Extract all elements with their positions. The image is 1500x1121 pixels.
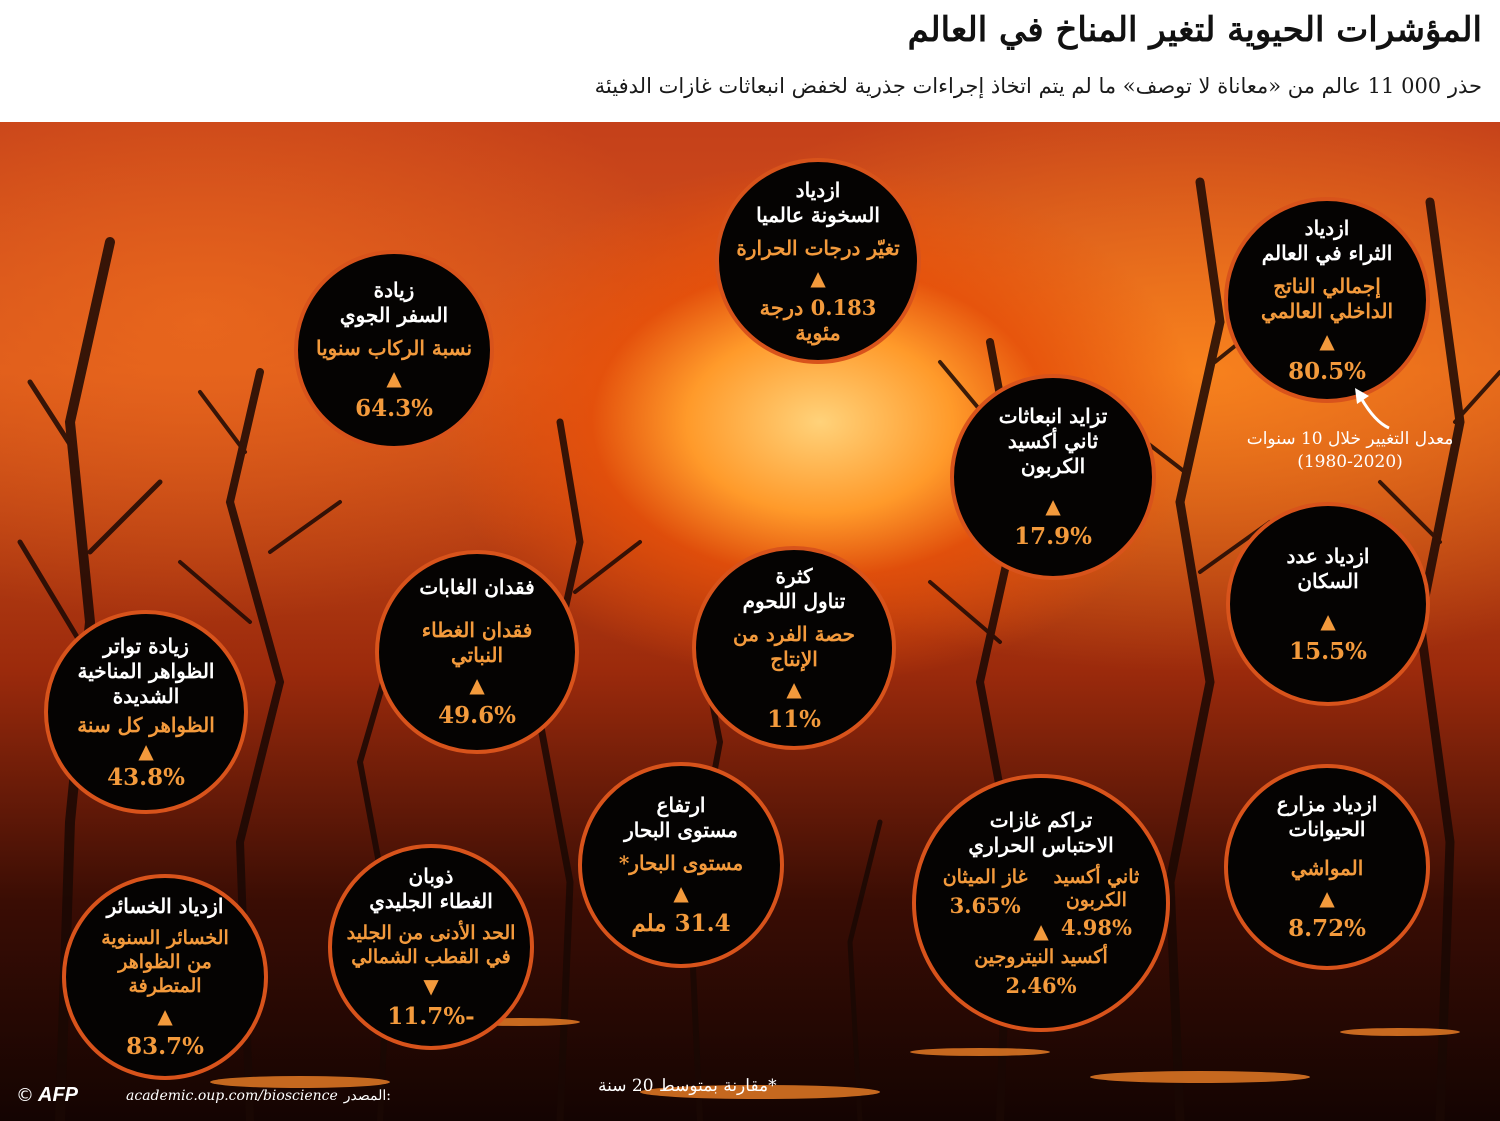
gas-label: ثاني أكسيد الكربون: [1053, 865, 1140, 911]
indicator-title: ازدياد عدد السكان: [1286, 543, 1370, 593]
indicator-metric: الحد الأدنى من الجليد في القطب الشمالي: [346, 921, 516, 968]
gas-label: أكسيد النيتروجين: [974, 946, 1108, 969]
indicator-value: 0.183 درجة مئوية: [759, 294, 877, 345]
indicator-title: ازدياد الثراء في العالم: [1261, 215, 1393, 265]
indicator-title: ذوبان الغطاء الجليدي: [369, 863, 493, 913]
up-arrow-icon: ▲: [1320, 608, 1336, 633]
indicator-value: -11.7%: [387, 1003, 475, 1031]
gas-value: 3.65%: [949, 892, 1021, 918]
source-credit: [126, 1088, 391, 1104]
indicator-title: ازدياد السخونة عالميا: [756, 177, 880, 227]
up-arrow-icon: ▲: [786, 676, 802, 701]
copyright-icon: ©: [16, 1085, 34, 1106]
page-subtitle: حذر 000 11 عالم من «معاناة لا توصف» ما لم يتم اتخاذ إجراءات جذرية لخفض انبعاثات غازات الدفيئة: [594, 74, 1482, 98]
gas-value: 2.46%: [1005, 973, 1077, 999]
indicator-metric: نسبة الركاب سنويا: [316, 336, 473, 360]
indicator-title: تراكم غازات الاحتباس الحراري: [968, 807, 1114, 857]
indicator-co2-emissions: [950, 374, 1156, 580]
gas-label: غاز الميثان: [942, 865, 1028, 888]
indicator-livestock: [1224, 764, 1430, 970]
up-arrow-icon: ▲: [810, 265, 826, 290]
up-arrow-icon: ▲: [673, 881, 689, 905]
indicator-metric: الظواهر كل سنة: [77, 712, 215, 737]
indicator-value: 31.4 ملم: [631, 910, 731, 937]
up-arrow-icon: ▲: [1319, 886, 1335, 910]
indicator-value: 64.3%: [355, 395, 433, 422]
indicator-forest-loss: [375, 550, 579, 754]
indicator-value: 15.5%: [1289, 637, 1367, 665]
indicator-title: زيادة تواتر الظواهر المناخية الشديدة: [77, 633, 215, 708]
source-label: المصدر:: [343, 1088, 391, 1104]
indicator-meat: [692, 546, 896, 750]
down-arrow-icon: ▼: [423, 974, 439, 999]
gas-co2: [1054, 866, 1140, 941]
indicator-value: 43.8%: [107, 763, 185, 791]
indicator-metric: تغيّر درجات الحرارة: [736, 235, 900, 260]
credit: [16, 1084, 78, 1107]
indicator-ice-melt: [328, 844, 534, 1050]
up-arrow-icon: ▲: [1033, 919, 1049, 944]
indicator-value: 83.7%: [126, 1032, 204, 1060]
gas-methane: [943, 866, 1028, 941]
indicator-population: [1226, 502, 1430, 706]
indicator-title: ازدياد مزارع الحيوانات: [1276, 792, 1378, 841]
indicator-value: 17.9%: [1014, 523, 1092, 550]
indicator-value: 80.5%: [1288, 357, 1366, 385]
up-arrow-icon: ▲: [1045, 494, 1061, 518]
indicator-metric: فقدان الغطاء النباتي: [421, 618, 533, 667]
indicator-title: كثرة تناول اللحوم: [742, 563, 846, 613]
header: [0, 0, 1500, 122]
up-arrow-icon: ▲: [469, 673, 485, 697]
indicator-value: 8.72%: [1288, 915, 1366, 942]
indicator-sea-level: [578, 762, 784, 968]
indicator-greenhouse-gases: [912, 774, 1170, 1032]
afp-logo: AFP: [38, 1084, 78, 1106]
indicator-title: ازدياد الخسائر: [106, 894, 224, 919]
indicator-title: زيادة السفر الجوي: [339, 278, 449, 327]
indicator-value: 11%: [767, 705, 821, 733]
up-arrow-icon: ▲: [138, 738, 154, 763]
gas-value: 4.98%: [1060, 915, 1132, 941]
indicator-metric: الخسائر السنوية من الظواهر المتطرفة: [101, 927, 229, 997]
indicator-global-warming: [715, 158, 921, 364]
indicator-title: فقدان الغابات: [419, 575, 535, 599]
indicator-metric: حصة الفرد من الإنتاج: [733, 621, 856, 671]
indicator-title: ارتفاع مستوى البحار: [624, 793, 738, 842]
indicator-title: تزايد انبعاثات ثاني أكسيد الكربون: [998, 404, 1108, 478]
footnote: *مقارنة بمتوسط 20 سنة: [598, 1076, 777, 1096]
page-title: المؤشرات الحيوية لتغير المناخ في العالم: [907, 10, 1482, 50]
indicator-air-travel: [294, 250, 494, 450]
up-arrow-icon: ▲: [1319, 328, 1335, 353]
indicator-wealth: [1224, 197, 1430, 403]
background-photo: [0, 122, 1500, 1121]
indicator-metric: مستوى البحار*: [618, 851, 744, 875]
up-arrow-icon: ▲: [157, 1003, 173, 1028]
curved-arrow-icon: [1345, 384, 1405, 432]
indicator-metric: إجمالي الناتج الداخلي العالمي: [1260, 273, 1394, 323]
indicator-metric: المواشي: [1290, 856, 1364, 880]
annotation-note: معدل التغيير خلال 10 سنوات (1980-2020): [1246, 429, 1454, 472]
indicator-value: 49.6%: [438, 702, 516, 729]
source-url: academic.oup.com/bioscience: [126, 1088, 338, 1104]
indicator-losses: [62, 874, 268, 1080]
up-arrow-icon: ▲: [386, 366, 402, 390]
indicator-extreme-weather: [44, 610, 248, 814]
